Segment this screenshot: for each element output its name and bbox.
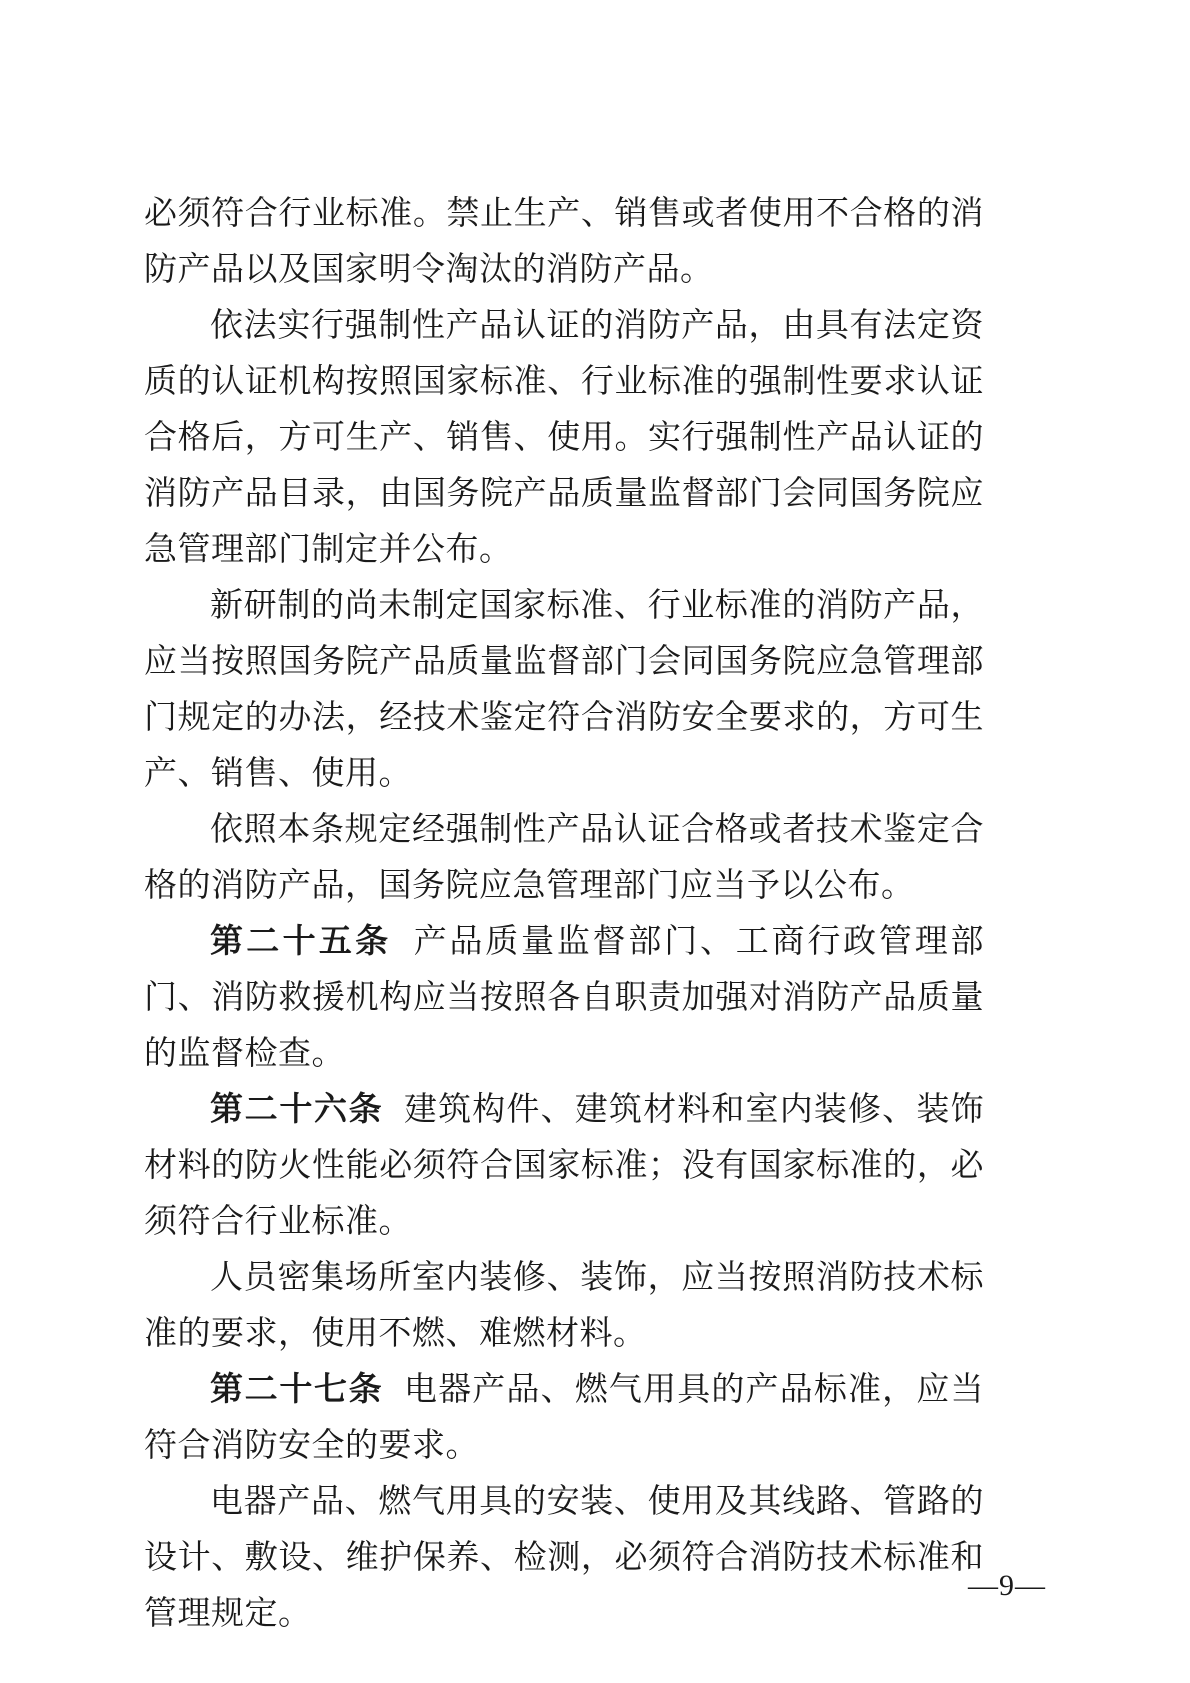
paragraph: [144, 578, 984, 802]
article-paragraph: [144, 1082, 984, 1250]
document-body: [144, 186, 984, 1642]
page-number: —9—: [968, 1569, 1046, 1602]
paragraph: [144, 1474, 984, 1642]
paragraph-text: 电器产品、燃气用具的安装、使用及其线路、管路的设计、敷设、维护保养、检测，必须符合消防技术标准和管理规定。: [144, 1484, 984, 1632]
paragraph: [144, 298, 984, 578]
paragraph-text: 依法实行强制性产品认证的消防产品，由具有法定资质的认证机构按照国家标准、行业标准的强制性要求认证合格后，方可生产、销售、使用。实行强制性产品认证的消防产品目录，由国务院产品质量监督部门会同国务院应急管理部门制定并公布。: [144, 308, 984, 568]
paragraph-text: 人员密集场所室内装修、装饰，应当按照消防技术标准的要求，使用不燃、难燃材料。: [144, 1260, 984, 1352]
paragraph: [144, 186, 984, 298]
article-number: 第二十五条: [210, 924, 392, 960]
paragraph: [144, 802, 984, 914]
paragraph-text: 产品质量监督部门、工商行政管理部门、消防救援机构应当按照各自职责加强对消防产品质量的监督检查。: [144, 924, 985, 1072]
article-number: 第二十六条: [210, 1092, 384, 1128]
article-paragraph: [144, 1362, 984, 1474]
paragraph: [144, 1250, 984, 1362]
paragraph-text: 必须符合行业标准。禁止生产、销售或者使用不合格的消防产品以及国家明令淘汰的消防产品。: [144, 196, 984, 288]
paragraph-text: 新研制的尚未制定国家标准、行业标准的消防产品，应当按照国务院产品质量监督部门会同国务院应急管理部门规定的办法，经技术鉴定符合消防安全要求的，方可生产、销售、使用。: [144, 588, 984, 792]
paragraph-text: 建筑构件、建筑材料和室内装修、装饰材料的防火性能必须符合国家标准；没有国家标准的，必须符合行业标准。: [144, 1092, 985, 1240]
paragraph-text: 依照本条规定经强制性产品认证合格或者技术鉴定合格的消防产品，国务院应急管理部门应当予以公布。: [144, 812, 984, 904]
paragraph-text: 电器产品、燃气用具的产品标准，应当符合消防安全的要求。: [144, 1372, 985, 1464]
article-paragraph: [144, 914, 984, 1082]
article-number: 第二十七条: [210, 1372, 384, 1408]
